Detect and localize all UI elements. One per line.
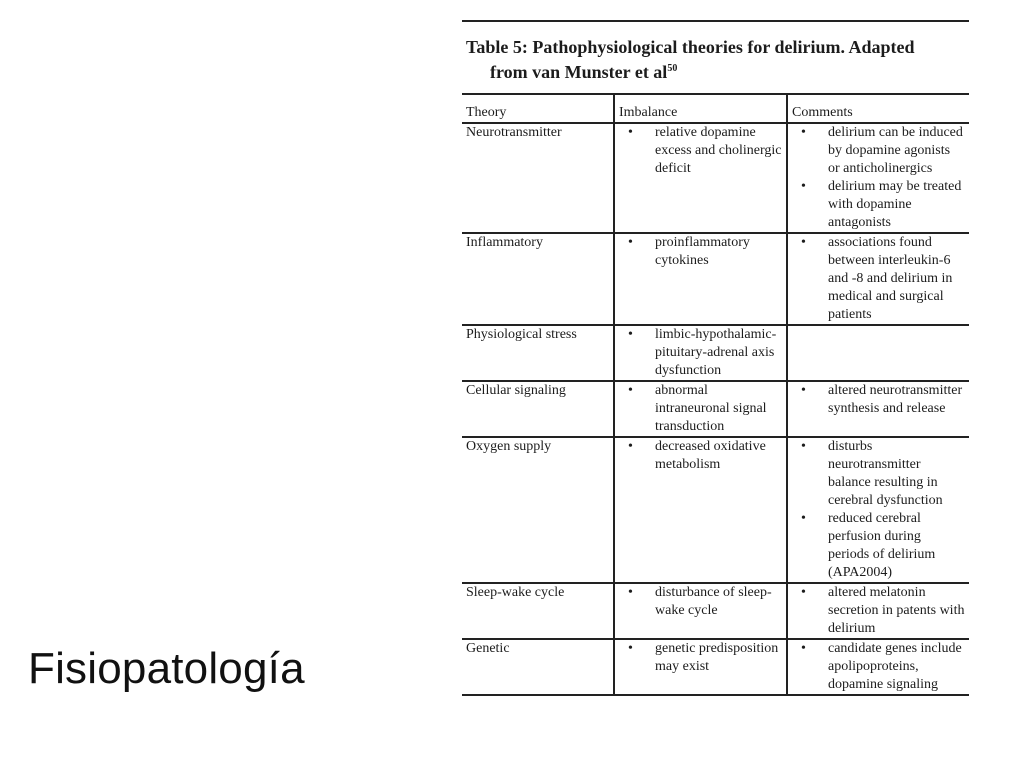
table-row — [462, 233, 969, 325]
comments-list — [792, 382, 965, 418]
table-caption — [462, 20, 969, 93]
theory-cell: Genetic — [462, 639, 614, 695]
header-comments: Comments — [787, 94, 969, 123]
comments-cell — [787, 583, 969, 639]
table-row — [462, 437, 969, 583]
imbalance-list — [619, 326, 782, 380]
theory-cell: Physiological stress — [462, 325, 614, 381]
theories-table — [462, 93, 969, 696]
comments-item: • delirium can be induced by dopamine agonists or anticholinergics — [792, 124, 965, 178]
caption-line-2 — [466, 58, 969, 83]
imbalance-cell — [614, 233, 787, 325]
table-body — [462, 123, 969, 695]
theory-cell: Cellular signaling — [462, 381, 614, 437]
header-imbalance: Imbalance — [614, 94, 787, 123]
imbalance-list — [619, 124, 782, 178]
comments-cell — [787, 123, 969, 233]
comments-list — [792, 124, 965, 232]
imbalance-list — [619, 584, 782, 620]
comments-item: • altered neurotransmitter synthesis and release — [792, 382, 965, 418]
comments-cell — [787, 639, 969, 695]
imbalance-cell — [614, 123, 787, 233]
theory-cell: Inflammatory — [462, 233, 614, 325]
imbalance-item: • decreased oxidative metabolism — [619, 438, 782, 474]
slide-title: Fisiopatología — [28, 644, 305, 693]
table-row — [462, 639, 969, 695]
comments-list — [792, 584, 965, 638]
comments-cell — [787, 381, 969, 437]
imbalance-item: • disturbance of sleep-wake cycle — [619, 584, 782, 620]
comments-list — [792, 234, 965, 324]
imbalance-list — [619, 438, 782, 474]
comments-cell — [787, 233, 969, 325]
table-row — [462, 381, 969, 437]
header-theory: Theory — [462, 94, 614, 123]
imbalance-cell — [614, 437, 787, 583]
imbalance-cell — [614, 639, 787, 695]
comments-item: • disturbs neurotransmitter balance resulting in cerebral dysfunction — [792, 438, 965, 510]
imbalance-cell — [614, 381, 787, 437]
comments-item: • delirium may be treated with dopamine antagonists — [792, 178, 965, 232]
imbalance-list — [619, 640, 782, 676]
imbalance-list — [619, 382, 782, 436]
theory-cell: Oxygen supply — [462, 437, 614, 583]
imbalance-cell — [614, 325, 787, 381]
comments-item: • associations found between interleukin-6 and -8 and delirium in medical and surgical patients — [792, 234, 965, 324]
caption-reference: 50 — [667, 63, 678, 74]
imbalance-item: • relative dopamine excess and cholinergic deficit — [619, 124, 782, 178]
table-header-row — [462, 94, 969, 123]
comments-list — [792, 438, 965, 582]
imbalance-item: • genetic predisposition may exist — [619, 640, 782, 676]
comments-item: • candidate genes include apolipoproteins, dopamine signaling — [792, 640, 965, 694]
imbalance-list — [619, 234, 782, 270]
comments-item: • altered melatonin secretion in patents with delirium — [792, 584, 965, 638]
imbalance-item: • abnormal intraneuronal signal transduction — [619, 382, 782, 436]
comments-item: • reduced cerebral perfusion during periods of delirium (APA2004) — [792, 510, 965, 582]
comments-cell — [787, 437, 969, 583]
table-row — [462, 583, 969, 639]
caption-line-2-text: from van Munster et al — [490, 62, 668, 82]
imbalance-item: • limbic-hypothalamic-pituitary-adrenal axis dysfunction — [619, 326, 782, 380]
imbalance-item: • proinflammatory cytokines — [619, 234, 782, 270]
comments-cell — [787, 325, 969, 381]
table-row — [462, 325, 969, 381]
theory-cell: Neurotransmitter — [462, 123, 614, 233]
theories-table-figure — [462, 20, 969, 696]
caption-line-1: Table 5: Pathophysiological theories for delirium. Adapted — [466, 37, 915, 57]
imbalance-cell — [614, 583, 787, 639]
table-row — [462, 123, 969, 233]
comments-list — [792, 640, 965, 694]
theory-cell: Sleep-wake cycle — [462, 583, 614, 639]
